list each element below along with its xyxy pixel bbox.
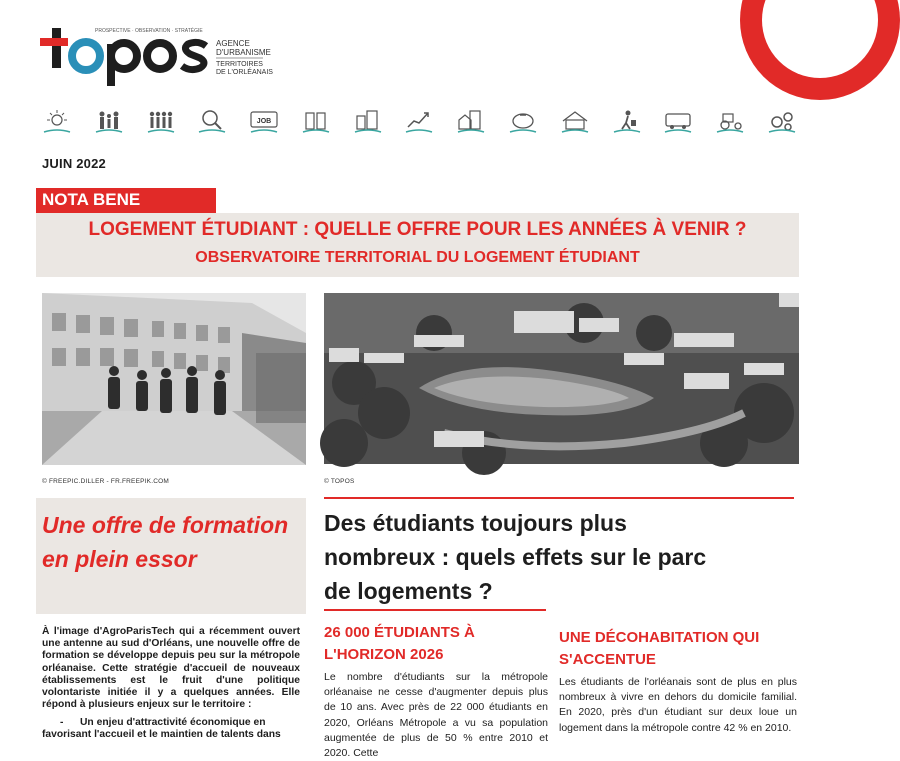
logo-tagline: PROSPECTIVE · OBSERVATION · STRATÉGIE xyxy=(95,28,203,34)
family-icon xyxy=(94,108,124,136)
agency-line-3: TERRITOIRES xyxy=(216,61,263,68)
silos-icon xyxy=(301,108,331,136)
buildings-icon xyxy=(353,108,383,136)
page-subtitle: OBSERVATOIRE TERRITORIAL DU LOGEMENT ÉTUDIANT xyxy=(195,249,640,266)
bullet-text: Un enjeu d'attractivité économique en favorisant l'accueil et le maintien de talents dans xyxy=(42,717,281,741)
people-group-icon xyxy=(146,108,176,136)
house-building-icon xyxy=(456,108,486,136)
topos-logo xyxy=(38,22,278,92)
main-article-heading: Des étudiants toujours plus nombreux : quels effets sur le parc de logements ? xyxy=(324,510,707,604)
heading-top-rule xyxy=(324,497,794,499)
agency-line-4: DE L'ORLÉANAIS xyxy=(216,69,273,76)
tractor-icon xyxy=(715,108,745,136)
bus-icon xyxy=(663,108,693,136)
traveler-icon xyxy=(612,108,642,136)
magnifier-icon xyxy=(197,108,227,136)
growth-chart-icon xyxy=(404,108,434,136)
page-title: LOGEMENT ÉTUDIANT : QUELLE OFFRE POUR LES ANNÉES À VENIR ? xyxy=(88,219,747,240)
section-tab: NOTA BENE xyxy=(36,188,216,213)
job-label: JOB xyxy=(256,118,272,125)
left-heading-box xyxy=(36,498,306,614)
theme-icon-row xyxy=(42,108,797,136)
corner-ring-decoration xyxy=(740,0,900,100)
photo-credit-right: © TOPOS xyxy=(324,478,355,485)
column-a-text: Le nombre d'étudiants sur la métropole orléanaise ne cesse d'augmenter depuis plus de 10 ans. Avec près de 22 000 étudiants en 2020, Orléans Métropole a vu sa population augmentée de plus de 50 % entre 2010 et 2020. Cette xyxy=(324,671,548,760)
column-b-title: UNE DÉCOHABITATION QUI S'ACCENTUE xyxy=(559,629,760,668)
agency-line-1: AGENCE xyxy=(216,39,250,48)
piggy-bank-icon xyxy=(508,108,538,136)
aerial-campus-photo xyxy=(324,293,799,464)
job-icon xyxy=(249,108,279,136)
publication-date: JUIN 2022 xyxy=(42,156,106,171)
title-band xyxy=(36,213,799,277)
heading-bottom-rule xyxy=(324,609,546,611)
photo-credit-left: © FREEPIC.DILLER - FR.FREEPIK.COM xyxy=(42,478,169,485)
bullet-dash: - xyxy=(60,717,64,728)
left-intro-paragraph: À l'image d'AgroParisTech qui a récemment ouvert une antenne au sud d'Orléans, une nouvelle offre de formation se développe depuis peu sur la métropole orléanaise. Cette stratégie d'accueil de nouveaux établissements est le fruit d'une politique volontariste initiée il y a quelques années. Elle répond à plusieurs enjeux sur le territoire : xyxy=(42,626,300,711)
houses-icon xyxy=(560,108,590,136)
left-section-heading: Une offre de formation en plein essor xyxy=(42,512,289,572)
left-bullet-item xyxy=(42,717,300,741)
column-b-text: Les étudiants de l'orléanais sont de plus en plus nombreux à vivre en dehors du domicile familial. En 2020, près d'un étudiant sur deux loue un logement dans la métropole contre 42 % en 2010. xyxy=(559,676,797,734)
agency-line-2: D'URBANISME xyxy=(216,48,271,57)
sun-icon xyxy=(42,108,72,136)
gears-icon xyxy=(767,108,797,136)
students-walking-photo xyxy=(42,293,306,465)
column-a-title: 26 000 ÉTUDIANTS À L'HORIZON 2026 xyxy=(324,624,475,663)
